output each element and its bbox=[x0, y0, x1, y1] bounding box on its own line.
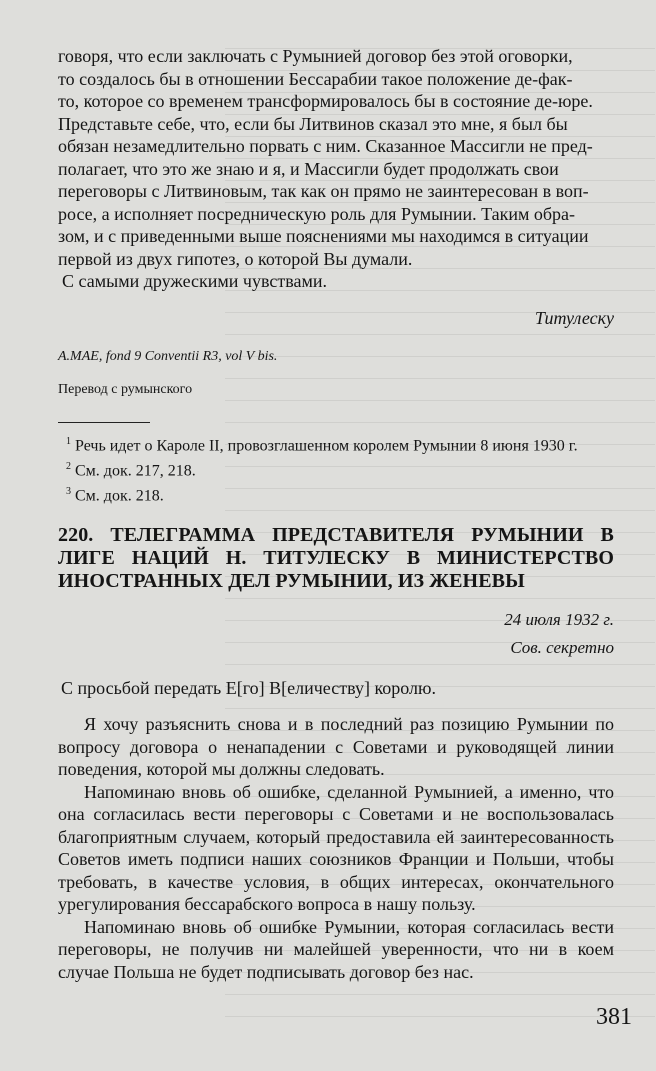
opening-line: говоря, что если заключать с Румынией договор без этой оговорки, bbox=[58, 46, 573, 66]
footnote-divider bbox=[58, 422, 150, 423]
page-number: 381 bbox=[596, 1004, 632, 1030]
opening-line: переговоры с Литвиновым, так как он прямо не заинтересован в воп- bbox=[58, 181, 589, 201]
closing-line: С самыми дружескими чувствами. bbox=[62, 271, 327, 291]
classification-label: Сов. секретно bbox=[510, 638, 614, 658]
signature: Титулеску bbox=[534, 307, 614, 328]
opening-line: обязан незамедлительно порвать с ним. Сказанное Массигли не пред- bbox=[58, 136, 593, 156]
opening-line: полагает, что это же знаю и я, и Массигли будет продолжать свои bbox=[58, 158, 559, 179]
footnote-marker: 1 bbox=[66, 435, 71, 447]
footnote-2 bbox=[58, 456, 614, 481]
footnotes bbox=[58, 431, 614, 507]
telegram-body bbox=[58, 713, 614, 983]
footnote-marker: 3 bbox=[66, 486, 71, 498]
translation-note: Перевод с румынского bbox=[58, 381, 193, 397]
archive-reference: A.MAE, fond 9 Conventii R3, vol V bis. bbox=[58, 348, 278, 364]
footnote-1 bbox=[58, 431, 614, 456]
footnote-text: Речь идет о Кароле II, провозглашенном королем Румынии 8 июня 1930 г. bbox=[75, 436, 578, 454]
opening-line: зом, и с приведенными выше пояснениями мы находимся в ситуации bbox=[58, 226, 589, 246]
opening-line: первой из двух гипотез, о которой Вы думали. bbox=[58, 248, 413, 269]
opening-line: то, которое со временем трансформировалось бы в состояние де-юре. bbox=[58, 91, 593, 111]
footnote-3 bbox=[58, 481, 614, 506]
document-title: 220. ТЕЛЕГРАММА ПРЕДСТАВИТЕЛЯ РУМЫНИИ В ЛИГЕ НАЦИЙ Н. ТИТУЛЕСКУ В МИНИСТЕРСТВО ИНОСТРАННЫХ ДЕЛ РУМЫНИИ, ИЗ ЖЕНЕВЫ bbox=[58, 524, 614, 593]
footnote-text: См. док. 217, 218. bbox=[75, 462, 196, 480]
footnote-text: См. док. 218. bbox=[75, 487, 164, 505]
page-content bbox=[58, 45, 614, 983]
body-paragraph: Напоминаю вновь об ошибке Румынии, которая согласилась вести переговоры, не получив ни малейшей уверенности, что ни в коем случае Польша не будет подписывать договор без нас. bbox=[58, 916, 614, 982]
footnote-marker: 2 bbox=[66, 460, 71, 472]
document-date: 24 июля 1932 г. bbox=[504, 610, 614, 630]
body-paragraph: Напоминаю вновь об ошибке, сделанной Румынией, а именно, что она согласилась вести переговоры с Советами и не воспользовалась благоприятным случаем, который предоставила ей заинтересованность Советов иметь подписи наших союзников Франции и Польши, чтобы требовать, в качестве условия, в общих интересах, окончательного урегулирования бессарабского вопроса в нашу пользу. bbox=[58, 781, 614, 915]
opening-paragraph bbox=[58, 45, 614, 270]
opening-line: то создалось бы в отношении Бессарабии такое положение де-фак- bbox=[58, 68, 573, 89]
opening-line: Представьте себе, что, если бы Литвинов сказал это мне, я был бы bbox=[58, 113, 568, 134]
body-paragraph: Я хочу разъяснить снова и в последний раз позицию Румынии по вопросу договора о ненападении с Советами и руководящей линии поведения, которой мы должны следовать. bbox=[58, 714, 614, 780]
request-line: С просьбой передать Е[го] В[еличеству] королю. bbox=[61, 678, 436, 699]
opening-line: росе, а исполняет посредническую роль для Румынии. Таким обра- bbox=[58, 203, 576, 224]
